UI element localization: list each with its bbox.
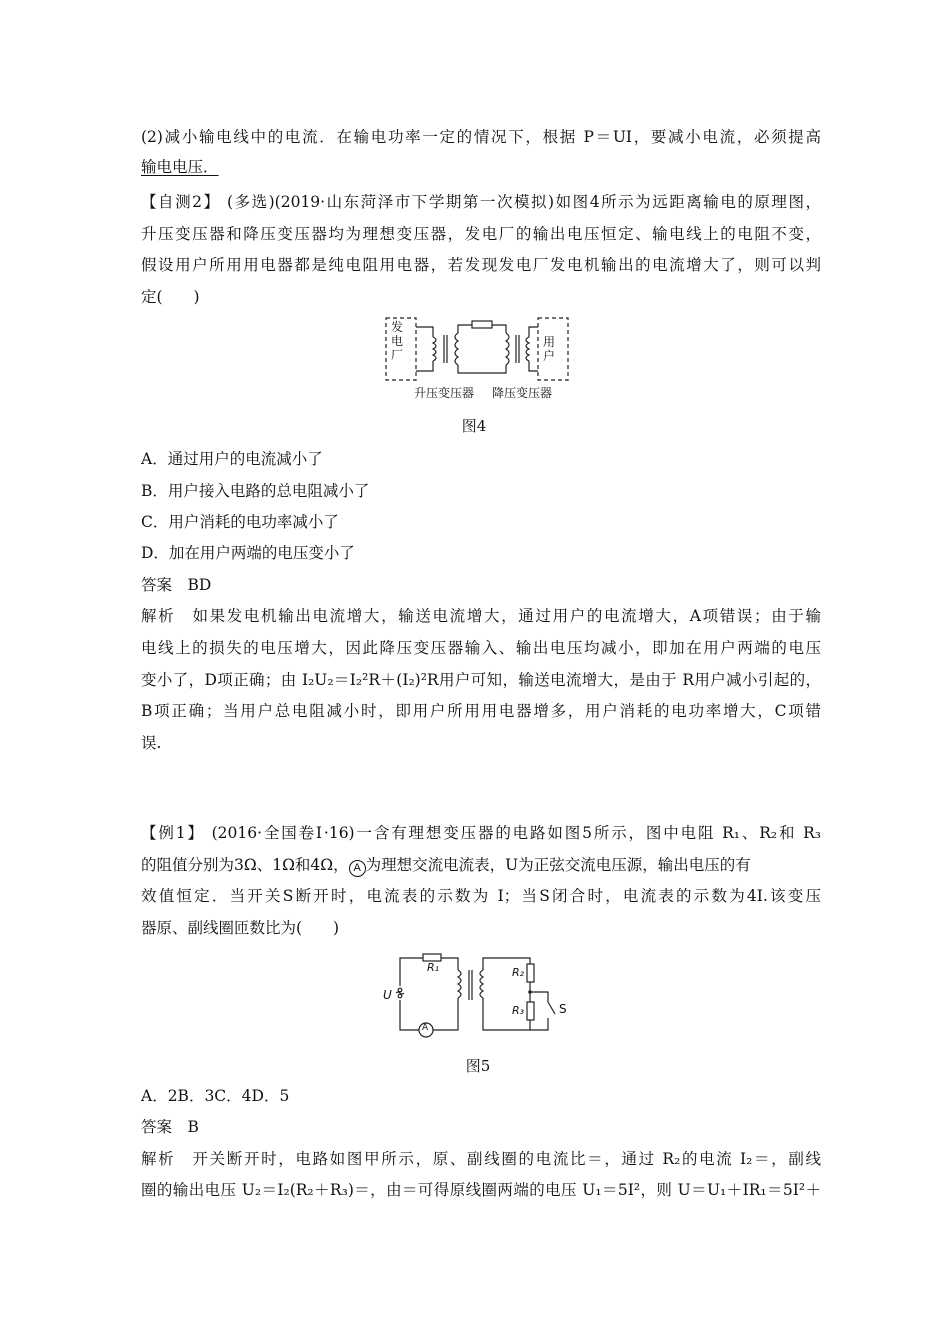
step-down-transformer-label: 降压变压器 bbox=[492, 386, 553, 400]
r3-label: R₃ bbox=[512, 1004, 525, 1017]
primary-coil bbox=[458, 970, 461, 998]
analysis-2-line-4: B项正确；当用户总电阻减小时，即用户所用用电器增多，用户消耗的电功率增大，C项错 bbox=[141, 702, 821, 720]
figure-5-circuit-diagram bbox=[378, 948, 578, 1048]
example-1-line-4: 器原、副线圈匝数比为( ) bbox=[141, 919, 340, 937]
example-1-line-2 bbox=[141, 855, 821, 877]
r1-label: R₁ bbox=[427, 961, 440, 974]
example-1-options: A．2B．3C．4D．5 bbox=[141, 1087, 290, 1105]
underlined-text: 输电电压． bbox=[141, 158, 219, 176]
line-resistor bbox=[472, 321, 492, 328]
paragraph-2-line-1: (2)减小输电线中的电流．在输电功率一定的情况下，根据 P＝UI，要减小电流，必须提高 bbox=[141, 128, 821, 146]
figure-5-caption: 图5 bbox=[465, 1057, 491, 1075]
r2-label: R₂ bbox=[512, 966, 525, 979]
step-up-secondary-coil bbox=[455, 333, 458, 365]
resistor-r2 bbox=[527, 964, 534, 982]
question-2-line-3: 假设用户所用用电器都是纯电阻用电器，若发现发电厂发电机输出的电流增大了，则可以判 bbox=[141, 256, 821, 274]
wire bbox=[530, 992, 548, 1002]
switch-label: S bbox=[559, 1002, 567, 1016]
wire bbox=[416, 361, 433, 371]
switch-s bbox=[548, 1002, 555, 1014]
wire bbox=[529, 361, 538, 371]
u-label: U bbox=[383, 988, 392, 1002]
step-up-transformer-label: 升压变压器 bbox=[414, 386, 475, 400]
example-1-line-1: 【例1】 (2016·全国卷Ⅰ·16)一含有理想变压器的电路如图5所示，图中电阻 R₁、R₂和 R₃ bbox=[141, 824, 821, 842]
analysis-2-line-5: 误. bbox=[141, 734, 162, 752]
transmission-line bbox=[458, 365, 506, 373]
example-1-analysis-line-1: 解析 开关断开时，电路如图甲所示，原、副线圈的电流比＝，通过 R₂的电流 I₂＝，副线 bbox=[141, 1150, 821, 1168]
analysis-2-line-2: 电线上的损失的电压增大，因此降压变压器输入、输出电压均减小，即加在用户两端的电压 bbox=[141, 639, 821, 657]
example-1-text: 为理想交流电流表，U为正弦交流电压源，输出电压的有 bbox=[365, 856, 751, 874]
question-2-line-2: 升压变压器和降压变压器均为理想变压器，发电厂的输出电压恒定、输电线上的电阻不变， bbox=[141, 225, 821, 243]
transmission-line bbox=[492, 325, 506, 333]
question-2-line-4: 定( ) bbox=[141, 288, 200, 306]
example-1-answer: 答案 B bbox=[141, 1118, 199, 1136]
option-a: A．通过用户的电流减小了 bbox=[141, 450, 323, 468]
analysis-2-line-1: 解析 如果发电机输出电流增大，输送电流增大，通过用户的电流增大，A项错误；由于输 bbox=[141, 607, 821, 625]
resistor-r3 bbox=[527, 1002, 534, 1020]
question-2-line-1: 【自测2】 (多选)(2019·山东菏泽市下学期第一次模拟)如图4所示为远距离输电的原理图， bbox=[141, 193, 821, 211]
transmission-line bbox=[458, 325, 472, 333]
paragraph-2-line-2 bbox=[141, 157, 821, 177]
option-d: D．加在用户两端的电压变小了 bbox=[141, 544, 355, 562]
power-plant-label: 发电厂 bbox=[391, 320, 404, 362]
wire bbox=[400, 1000, 419, 1030]
ammeter-label: A bbox=[422, 1023, 429, 1033]
example-1-line-3: 效值恒定．当开关S断开时，电流表的示数为 I；当S闭合时，电流表的示数为4I.该变压 bbox=[141, 887, 821, 905]
example-1-analysis-line-2: 圈的输出电压 U₂＝I₂(R₂＋R₃)＝，由＝可得原线圈两端的电压 U₁＝5I²，则 U＝U₁＋IR₁＝5I²＋ bbox=[141, 1181, 821, 1199]
answer-2: 答案 BD bbox=[141, 576, 212, 594]
step-down-primary-coil bbox=[506, 333, 509, 365]
secondary-coil bbox=[480, 970, 483, 998]
wire bbox=[416, 327, 433, 337]
analysis-2-line-3: 变小了，D项正确；由 I₂U₂＝I₂²R＋(I₂)²R用户可知，输送电流增大，是由于 R用户减小引起的， bbox=[141, 671, 821, 689]
step-down-secondary-coil bbox=[526, 337, 529, 361]
wire bbox=[433, 998, 458, 1030]
ammeter-icon: A bbox=[349, 860, 366, 877]
resistor-r1 bbox=[423, 954, 441, 961]
wire bbox=[529, 327, 538, 337]
option-b: B．用户接入电路的总电阻减小了 bbox=[141, 482, 370, 500]
wire bbox=[400, 958, 423, 986]
ac-source bbox=[396, 992, 404, 994]
example-1-text: 的阻值分别为3Ω、1Ω和4Ω， bbox=[141, 856, 349, 874]
step-up-primary-coil bbox=[433, 337, 436, 361]
user-label: 用户 bbox=[543, 335, 556, 363]
wire bbox=[441, 958, 458, 970]
option-c: C．用户消耗的电功率减小了 bbox=[141, 513, 339, 531]
figure-4-caption: 图4 bbox=[461, 417, 487, 435]
